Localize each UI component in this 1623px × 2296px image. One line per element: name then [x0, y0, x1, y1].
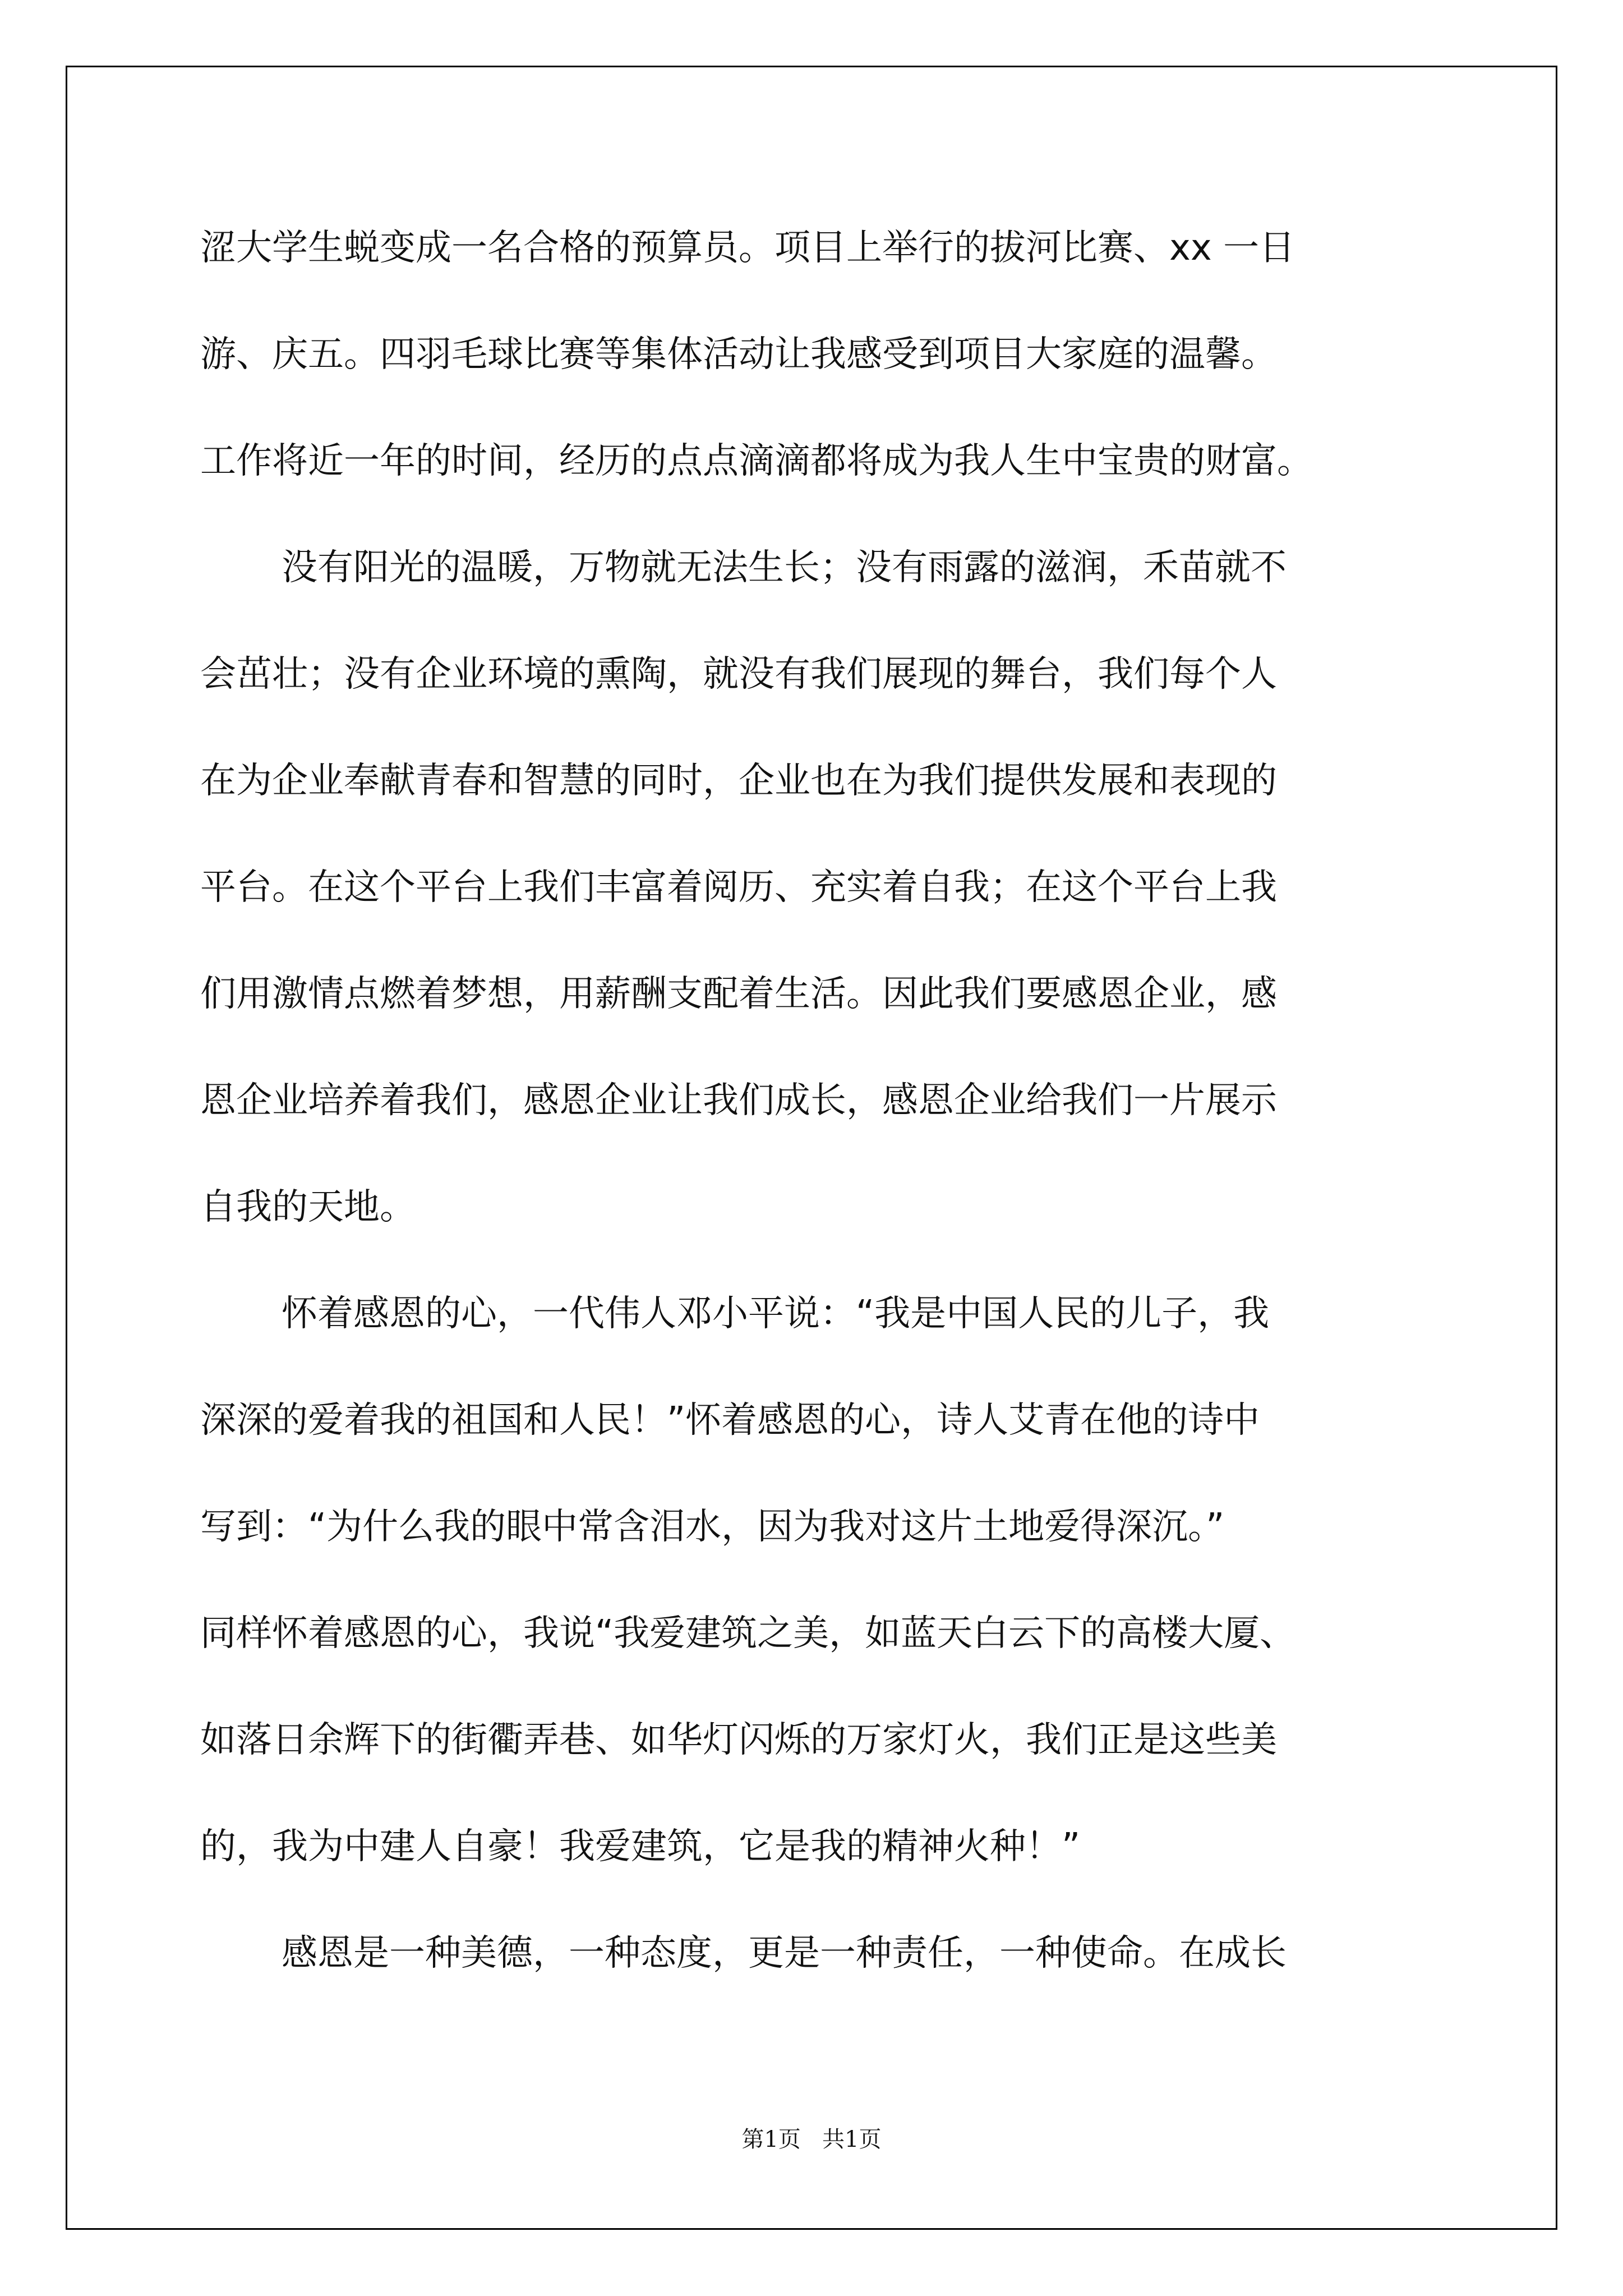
text-line: 自我的天地。 [200, 1186, 416, 1228]
text-line: 恩企业培养着我们，感恩企业让我们成长，感恩企业给我们一片展示 [200, 1080, 1277, 1121]
text-line: 涩大学生蜕变成一名合格的预算员。项目上举行的拔河比赛、xx 一日 [200, 227, 1295, 269]
text-line: 如落日余辉下的街衢弄巷、如华灯闪烁的万家灯火，我们正是这些美 [200, 1719, 1277, 1761]
text-line: 的，我为中建人自豪！我爱建筑，它是我的精神火种！” [200, 1826, 1081, 1867]
paragraph-first-line: 没有阳光的温暖，万物就无法生长；没有雨露的滋润，禾苗就不 [282, 547, 1287, 588]
text-line: 平台。在这个平台上我们丰富着阅历、充实着自我；在这个平台上我 [200, 867, 1277, 908]
text-line: 同样怀着感恩的心，我说“我爱建筑之美，如蓝天白云下的高楼大厦、 [200, 1613, 1296, 1654]
paragraph-first-line: 怀着感恩的心，一代伟人邓小平说：“我是中国人民的儿子，我 [282, 1293, 1270, 1335]
paragraph-first-line: 感恩是一种美德，一种态度，更是一种责任，一种使命。在成长 [282, 1932, 1287, 1974]
text-line: 会茁壮；没有企业环境的熏陶，就没有我们展现的舞台，我们每个人 [200, 654, 1277, 695]
text-line: 工作将近一年的时间，经历的点点滴滴都将成为我人生中宝贵的财富。 [200, 440, 1313, 482]
text-line: 游、庆五。四羽毛球比赛等集体活动让我感受到项目大家庭的温馨。 [200, 334, 1277, 375]
text-line: 在为企业奉献青春和智慧的同时，企业也在为我们提供发展和表现的 [200, 760, 1277, 802]
text-line: 写到：“为什么我的眼中常含泪水，因为我对这片土地爱得深沉。” [200, 1506, 1225, 1548]
page-border [66, 66, 1557, 2230]
text-line: 深深的爱着我的祖国和人民！”怀着感恩的心，诗人艾青在他的诗中 [200, 1400, 1260, 1441]
text-line: 们用激情点燃着梦想，用薪酬支配着生活。因此我们要感恩企业，感 [200, 973, 1277, 1015]
page-number-footer: 第1页 共1页 [741, 2127, 882, 2152]
